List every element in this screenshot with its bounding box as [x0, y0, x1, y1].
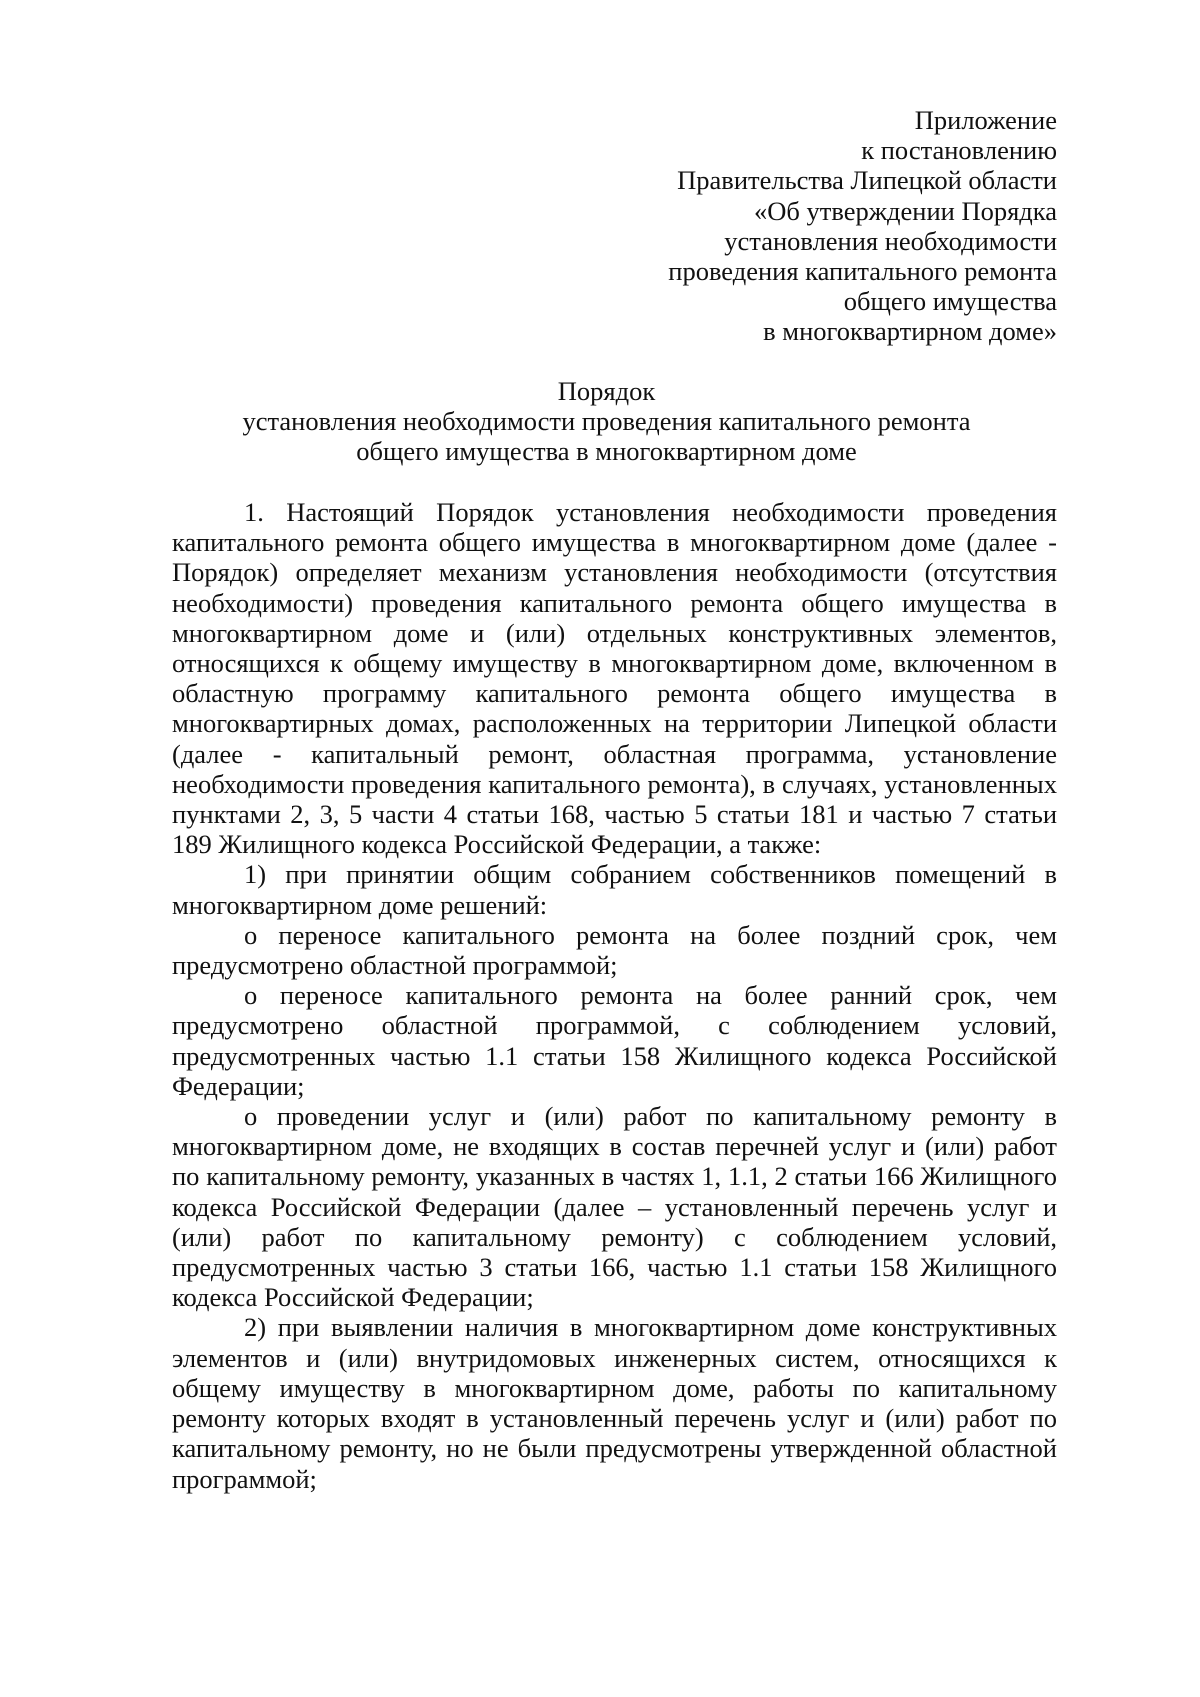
- title-line: общего имущества в многоквартирном доме: [356, 436, 857, 467]
- appendix-line: проведения капитального ремонта: [668, 256, 1057, 287]
- paragraph: 2) при выявлении наличия в многоквартирном доме конструктивных элементов и (или) внутридомовых инженерных систем, относящихся к общему имуществу в многоквартирном доме, работы по капитальному ремонту которых входят в установленный перечень услуг и (или) работ по капитальному ремонту, но не были предусмотрены утвержденной областной программой;: [172, 1312, 1057, 1494]
- appendix-line: общего имущества: [843, 286, 1057, 317]
- paragraph: о переносе капитального ремонта на более поздний срок, чем предусмотрено областной программой;: [172, 919, 1057, 981]
- appendix-header: [668, 105, 1057, 347]
- appendix-line: Приложение: [914, 105, 1057, 135]
- paragraph: о проведении услуг и (или) работ по капитальному ремонту в многоквартирном доме, не входящих в состав перечней услуг и (или) работ по капитальному ремонту, указанных в частях 1, 1.1, 2 статьи 166 Жилищного кодекса Российской Федерации (далее – установленный перечень услуг и (или) работ по капитальному ремонту) с соблюдением условий, предусмотренных частью 3 статьи 166, частью 1.1 статьи 158 Жилищного кодекса Российской Федерации;: [172, 1101, 1057, 1313]
- appendix-line: Правительства Липецкой области: [677, 165, 1057, 196]
- document-body: [172, 497, 1057, 1494]
- paragraph: о переносе капитального ремонта на более ранний срок, чем предусмотрено областной программой, с соблюдением условий, предусмотренных частью 1.1 статьи 158 Жилищного кодекса Российской Федерации;: [172, 980, 1057, 1101]
- title-line: установления необходимости проведения капитального ремонта: [242, 406, 971, 437]
- document-title: [0, 376, 1200, 467]
- paragraph: 1. Настоящий Порядок установления необходимости проведения капитального ремонта общего имущества в многоквартирном доме (далее - Порядок) определяет механизм установления необходимости (отсутствия необходимости) проведения капитального ремонта общего имущества в многоквартирном доме и (или) отдельных конструктивных элементов, относящихся к общему имуществу в многоквартирном доме, включенном в областную программу капитального ремонта общего имущества в многоквартирных домах, расположенных на территории Липецкой области (далее - капитальный ремонт, областная программа, установление необходимости проведения капитального ремонта), в случаях, установленных пунктами 2, 3, 5 части 4 статьи 168, частью 5 статьи 181 и частью 7 статьи 189 Жилищного кодекса Российской Федерации, а также:: [172, 497, 1057, 860]
- appendix-line: в многоквартирном доме»: [763, 316, 1057, 347]
- appendix-line: к постановлению: [861, 135, 1057, 166]
- appendix-line: «Об утверждении Порядка: [754, 195, 1057, 226]
- appendix-line: установления необходимости: [724, 225, 1057, 256]
- title-line: Порядок: [557, 376, 656, 406]
- paragraph: 1) при принятии общим собранием собственников помещений в многоквартирном доме решений:: [172, 859, 1057, 920]
